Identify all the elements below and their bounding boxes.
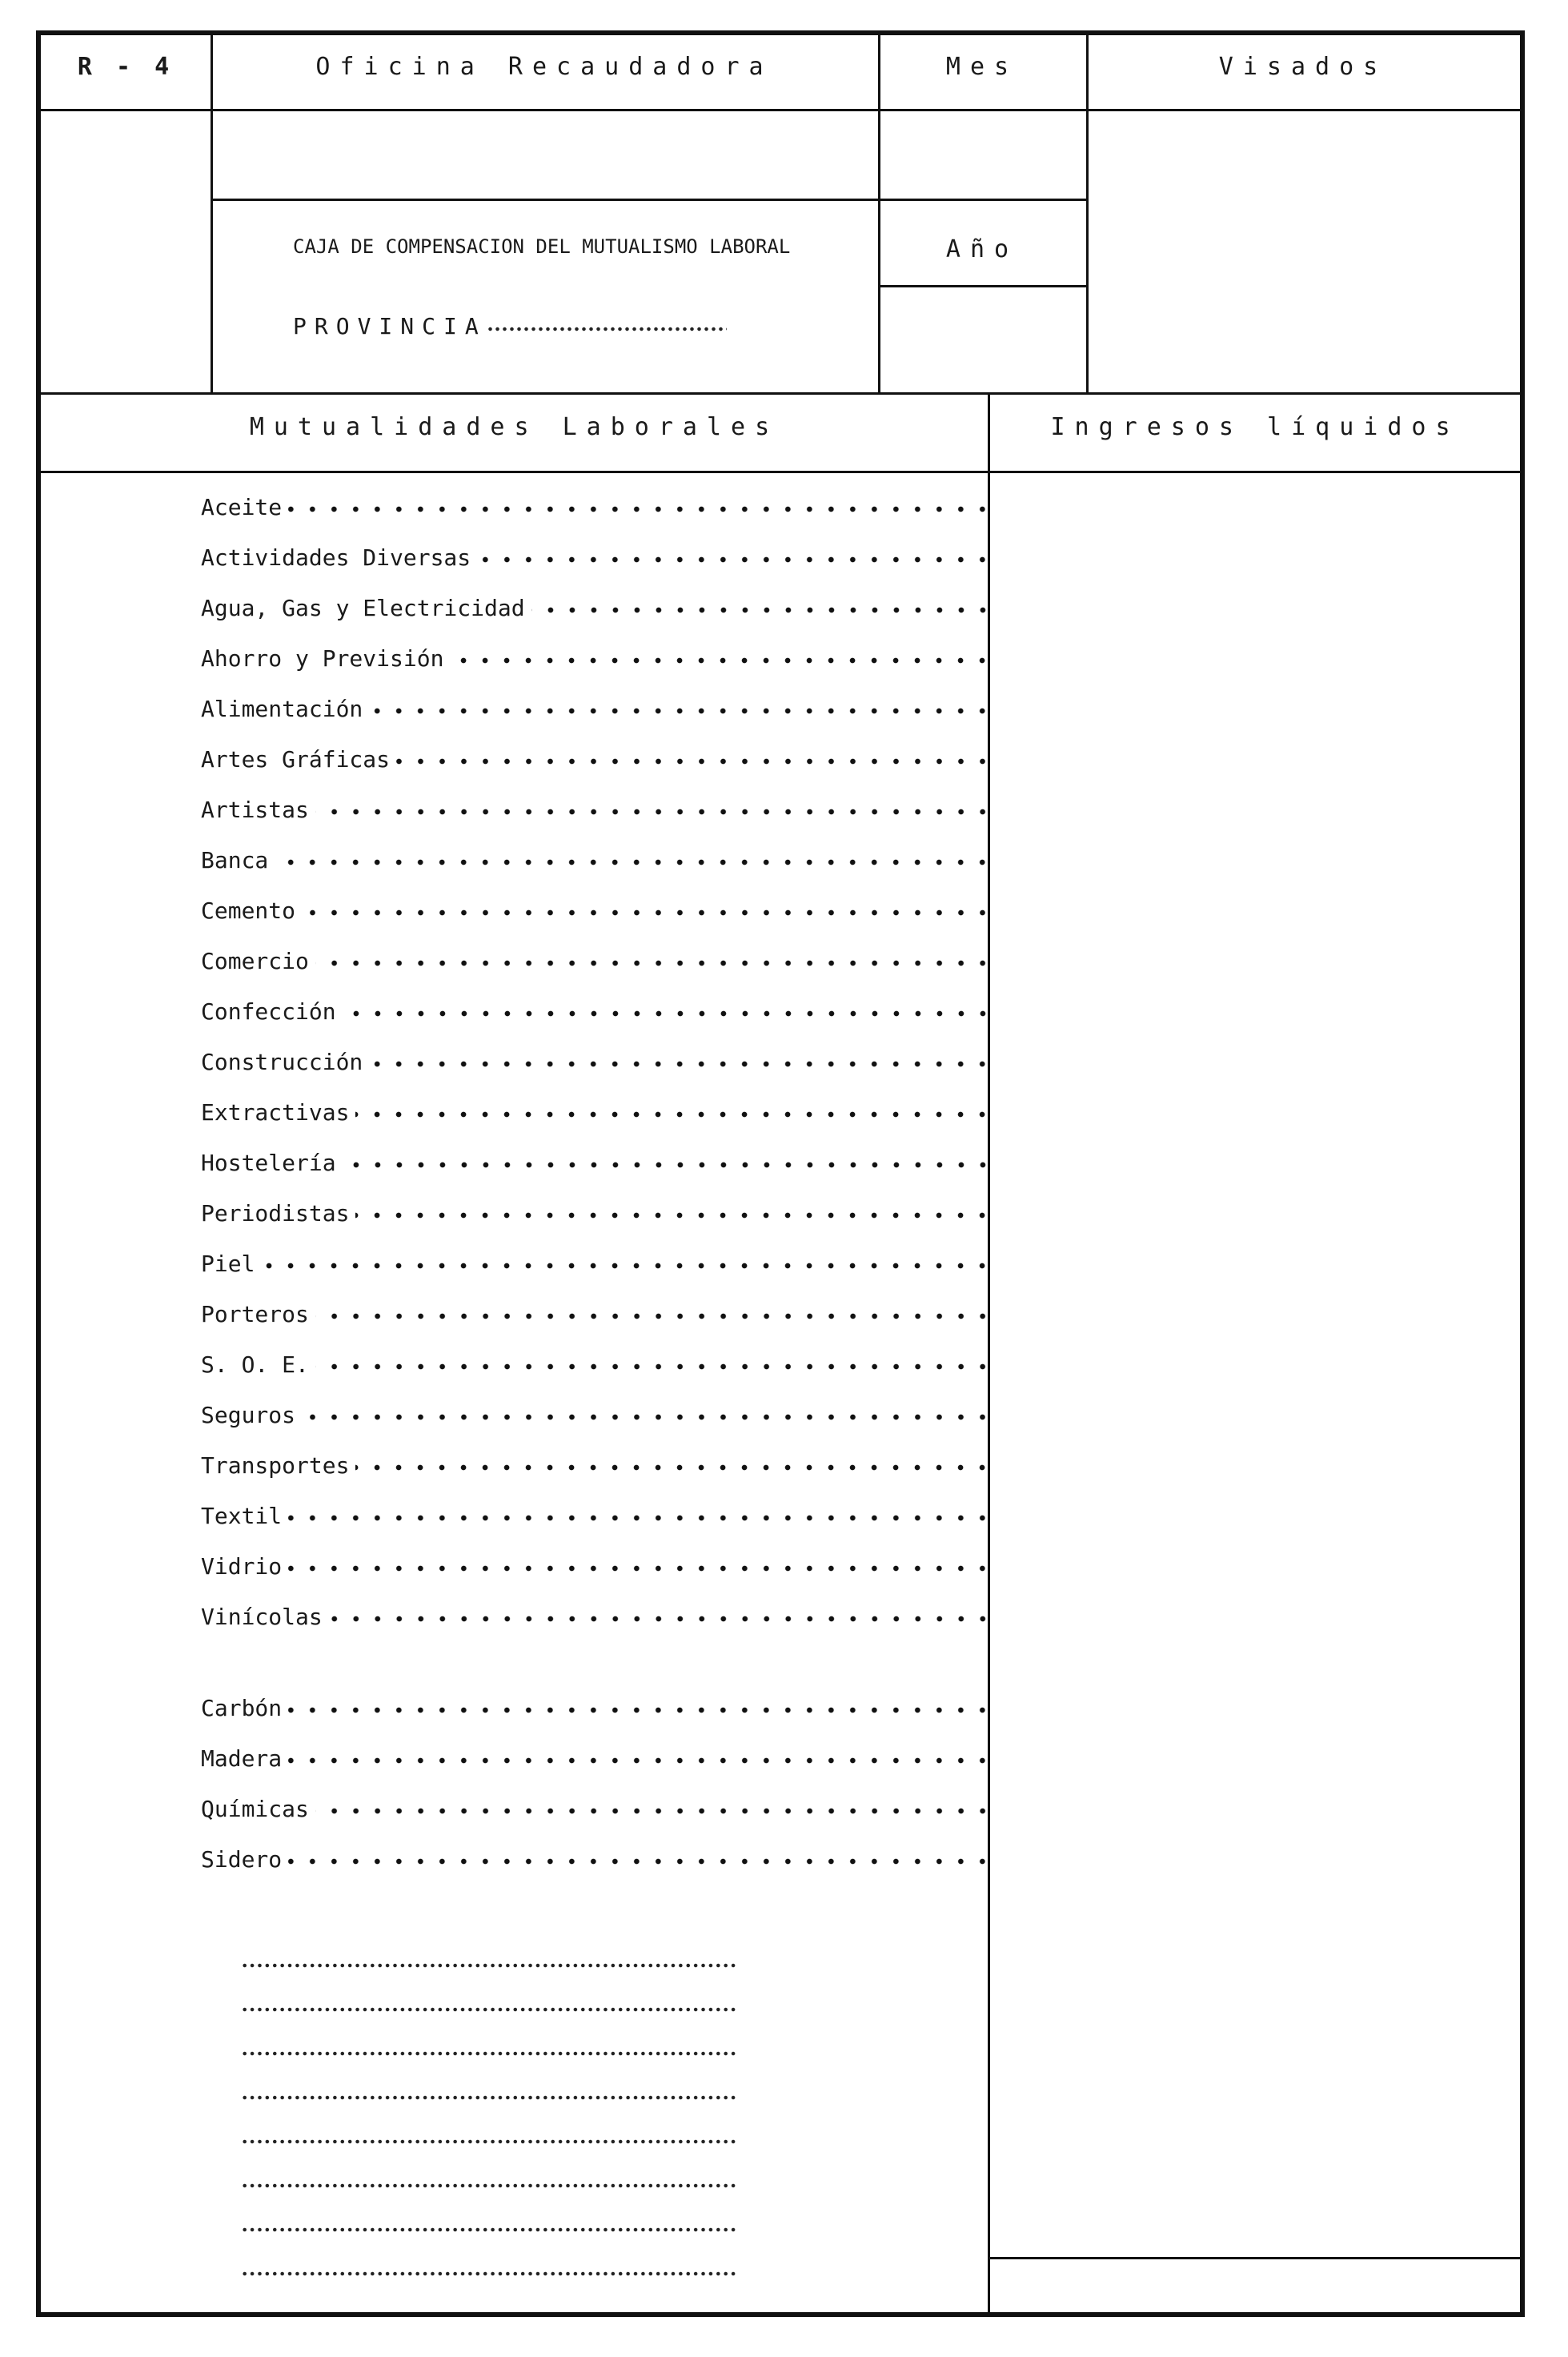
blank-entry-line[interactable] xyxy=(241,2094,737,2102)
list-item: Alimentación xyxy=(201,690,993,722)
list-item: Madera xyxy=(201,1740,993,1772)
mutualidades-header: Mutualidades Laborales xyxy=(249,413,780,441)
blank-entry-line[interactable] xyxy=(241,2226,737,2234)
visados-field[interactable] xyxy=(1089,111,1520,392)
list-item: Porteros xyxy=(201,1295,993,1327)
visados-label: Visados xyxy=(1218,53,1388,81)
entity-line: CAJA DE COMPENSACION DEL MUTUALISMO LABORAL xyxy=(293,235,791,258)
list-item: Sidero xyxy=(201,1841,993,1873)
list-item: Vidrio xyxy=(201,1548,993,1580)
form-code: R - 4 xyxy=(77,53,174,81)
list-item: Confección xyxy=(201,993,993,1025)
list-item: Extractivas xyxy=(201,1094,993,1126)
list-item: Actividades Diversas xyxy=(201,539,993,571)
list-item: Artistas xyxy=(201,791,993,823)
list-item: Químicas xyxy=(201,1790,993,1822)
list-item: Hostelería xyxy=(201,1144,993,1176)
blank-entry-line[interactable] xyxy=(241,2138,737,2146)
mes-field[interactable] xyxy=(880,111,1086,199)
list-item: Agua, Gas y Electricidad xyxy=(201,589,993,621)
blank-entry-line[interactable] xyxy=(241,2006,737,2014)
total-field[interactable] xyxy=(990,2259,1520,2312)
list-item: Periodistas xyxy=(201,1195,993,1227)
divider xyxy=(41,392,1520,395)
list-item: S. O. E. xyxy=(201,1346,993,1378)
divider xyxy=(211,199,1086,201)
list-item: Textil xyxy=(201,1497,993,1529)
list-item: Comercio xyxy=(201,942,993,974)
provincia-label: PROVINCIA xyxy=(293,313,487,339)
ingresos-column[interactable] xyxy=(990,473,1520,2259)
oficina-recaudadora-label: Oficina Recaudadora xyxy=(315,53,773,81)
list-item: Carbón xyxy=(201,1689,993,1721)
ano-label: Año xyxy=(945,235,1019,263)
list-item: Cemento xyxy=(201,892,993,924)
list-item: Aceite xyxy=(201,488,993,520)
blank-entry-line[interactable] xyxy=(241,2182,737,2190)
blank-entry-line[interactable] xyxy=(241,2050,737,2058)
list-item: Banca xyxy=(201,841,993,873)
list-item: Ahorro y Previsión xyxy=(201,640,993,672)
list-item: Construcción xyxy=(201,1043,993,1075)
provincia-dots xyxy=(487,325,727,333)
form-r4 xyxy=(36,30,1525,2317)
oficina-recaudadora-field[interactable] xyxy=(213,111,878,199)
divider xyxy=(211,35,213,392)
provincia-field[interactable] xyxy=(293,299,853,339)
blank-entry-line[interactable] xyxy=(241,1961,737,1970)
list-item: Vinícolas xyxy=(201,1598,993,1630)
list-item: Piel xyxy=(201,1245,993,1277)
list-item: Transportes xyxy=(201,1447,993,1479)
blank-entry-line[interactable] xyxy=(241,2270,737,2278)
ingresos-header: Ingresos líquidos xyxy=(1050,413,1460,441)
mes-label: Mes xyxy=(945,53,1019,81)
ano-field[interactable] xyxy=(880,287,1086,392)
list-item: Seguros xyxy=(201,1396,993,1428)
list-item: Artes Gráficas xyxy=(201,741,993,773)
